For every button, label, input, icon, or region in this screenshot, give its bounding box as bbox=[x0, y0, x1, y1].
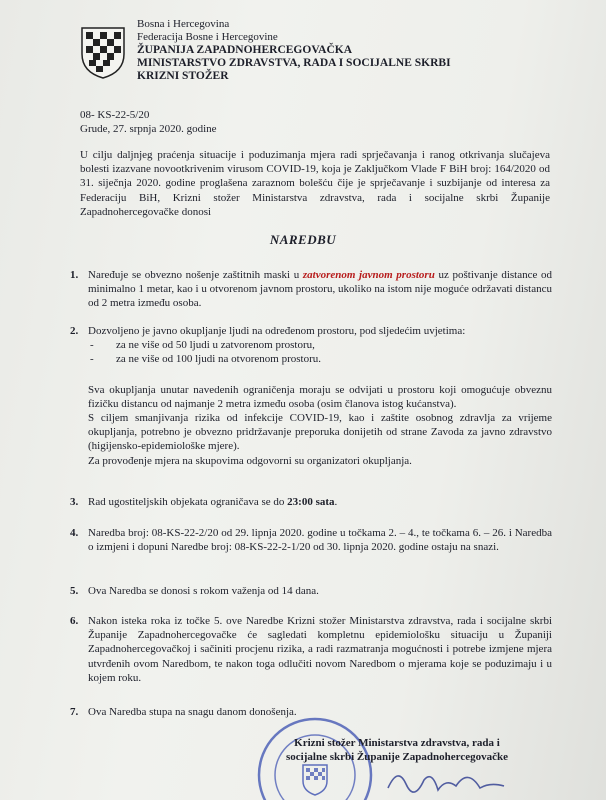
item-paragraph: Sva okupljanja unutar navedenih ograničenja moraju se odvijati u prostoru koji omogućuje obveznu fizičku distancu od najmanje 2 metra između osoba (osim članova istog kućanstva). bbox=[88, 383, 552, 410]
document-meta bbox=[80, 108, 217, 136]
handwritten-signature-icon bbox=[380, 760, 540, 800]
item-text: Ova Naredba se donosi s rokom važenja od 14 dana. bbox=[88, 585, 319, 597]
order-item-4 bbox=[70, 526, 552, 554]
item-text: Naredba broj: 08-KS-22-2/20 od 29. lipnja 2020. godine u točkama 2. – 4., te točkama 6. – 26. i Naredba o izmjeni i dopuni Naredbe broj: 08-KS-22-2-1/20 od 30. lipnja 2020. godine ostaju na snazi. bbox=[88, 527, 552, 554]
emphasis-text: zatvorenom javnom prostoru bbox=[302, 269, 435, 281]
order-item-3 bbox=[70, 495, 552, 509]
item-text-part: Naređuje se obvezno nošenje zaštitnih maski u bbox=[88, 269, 303, 281]
item-text bbox=[88, 268, 552, 311]
list-item: - za ne više od 100 ljudi na otvorenom prostoru. bbox=[88, 352, 552, 366]
item-text-part: Rad ugostiteljskih objekata ograničava se do bbox=[88, 496, 288, 508]
order-item-2 bbox=[70, 324, 552, 468]
signatory-line-2: socijalne skrbi Županije Zapadnohercegovačke bbox=[286, 751, 508, 763]
signatory-line-1: Krizni stožer Ministarstva zdravstva, rada i bbox=[294, 737, 500, 749]
item-number: 5. bbox=[70, 585, 79, 597]
item-number: 1. bbox=[70, 269, 79, 281]
document-place-date: Grude, 27. srpnja 2020. godine bbox=[80, 123, 217, 135]
order-item-6 bbox=[70, 614, 552, 685]
item-text: Nakon isteka roka iz točke 5. ove Naredbe Krizni stožer Ministarstva zdravstva, rada i socijalne skrbi Županije Zapadnohercegovačke će sagledati kompletnu epidemiološku situaciju u Županiji Zapadnohercegovačkoj i sačiniti procjenu rizika, a radi razmatranja mogućnosti i potrebe izmjene mjera utvrđenih ovom Naredbom, te nakon toga odlučiti novom Naredbom o mjerama koje se poduzimaju i u kojem roku. bbox=[88, 615, 552, 684]
item-text: Dozvoljeno je javno okupljanje ljudi na određenom prostoru, pod sljedećim uvjetima: bbox=[88, 325, 466, 337]
item-text-part: . bbox=[334, 496, 338, 508]
coat-of-arms-icon bbox=[80, 24, 126, 80]
item-text-part: uz poštivanje distance od minimalno 1 metar, kao i u otvorenom javnom prostoru, ukoliko na istom nije moguće održavati distancu od 2 metra između osoba. bbox=[88, 269, 553, 310]
item-text: Ova Naredba stupa na snagu danom donošenja. bbox=[88, 706, 297, 718]
header-federation: Federacija Bosne i Hercegovine bbox=[137, 31, 278, 43]
item-paragraph: Za provođenje mjera na skupovima odgovorni su organizatori okupljanja. bbox=[88, 454, 412, 467]
document-number: 08- KS-22-5/20 bbox=[80, 109, 150, 121]
item-number: 3. bbox=[70, 496, 79, 508]
item-number: 7. bbox=[70, 706, 79, 718]
item-number: 2. bbox=[70, 325, 79, 337]
item-text bbox=[88, 495, 552, 509]
header-crisis-staff: KRIZNI STOŽER bbox=[137, 70, 229, 82]
closing-time: 23:00 sata bbox=[287, 496, 335, 508]
header-ministry: MINISTARSTVO ZDRAVSTVA, RADA I SOCIJALNE SKRBI bbox=[137, 57, 451, 69]
order-item-5 bbox=[70, 584, 552, 598]
item-paragraph: S ciljem smanjivanja rizika od infekcije COVID-19, kao i zaštite osobnog zdravlja za vrijeme okupljanja, potrebno je obvezno pridržavanje preporuka donijetih od strane Zavoda za javno zdravstvo (higijensko-epidemiološke mjere). bbox=[88, 412, 552, 453]
header-country: Bosna i Hercegovina bbox=[137, 18, 230, 30]
header-county: ŽUPANIJA ZAPADNOHERCEGOVAČKA bbox=[137, 44, 353, 56]
list-item: - za ne više od 50 ljudi u zatvorenom prostoru, bbox=[88, 338, 552, 352]
item-number: 6. bbox=[70, 615, 79, 627]
conditions-list bbox=[88, 338, 552, 366]
document-header bbox=[137, 18, 451, 83]
intro-paragraph: U cilju daljnjeg praćenja situacije i poduzimanja mjera radi sprječavanja i ranog otkrivanja slučajeva bolesti izazvane novootkrivenim virusom COVID-19, koja je Zaključkom Vlade F BiH broj: 164/2020 od 31. siječnja 2020. godine proglašena zaraznom bolešću čije je sprječavanje i suzbijanje od interesa za Federaciju BiH, Krizni stožer Ministarstva zdravstva, rada i socijalne skrbi Županije Zapadnohercegovačke donosi bbox=[80, 149, 550, 218]
item-number: 4. bbox=[70, 527, 79, 539]
order-item-1 bbox=[70, 268, 552, 311]
document-title: NAREDBU bbox=[269, 232, 337, 247]
